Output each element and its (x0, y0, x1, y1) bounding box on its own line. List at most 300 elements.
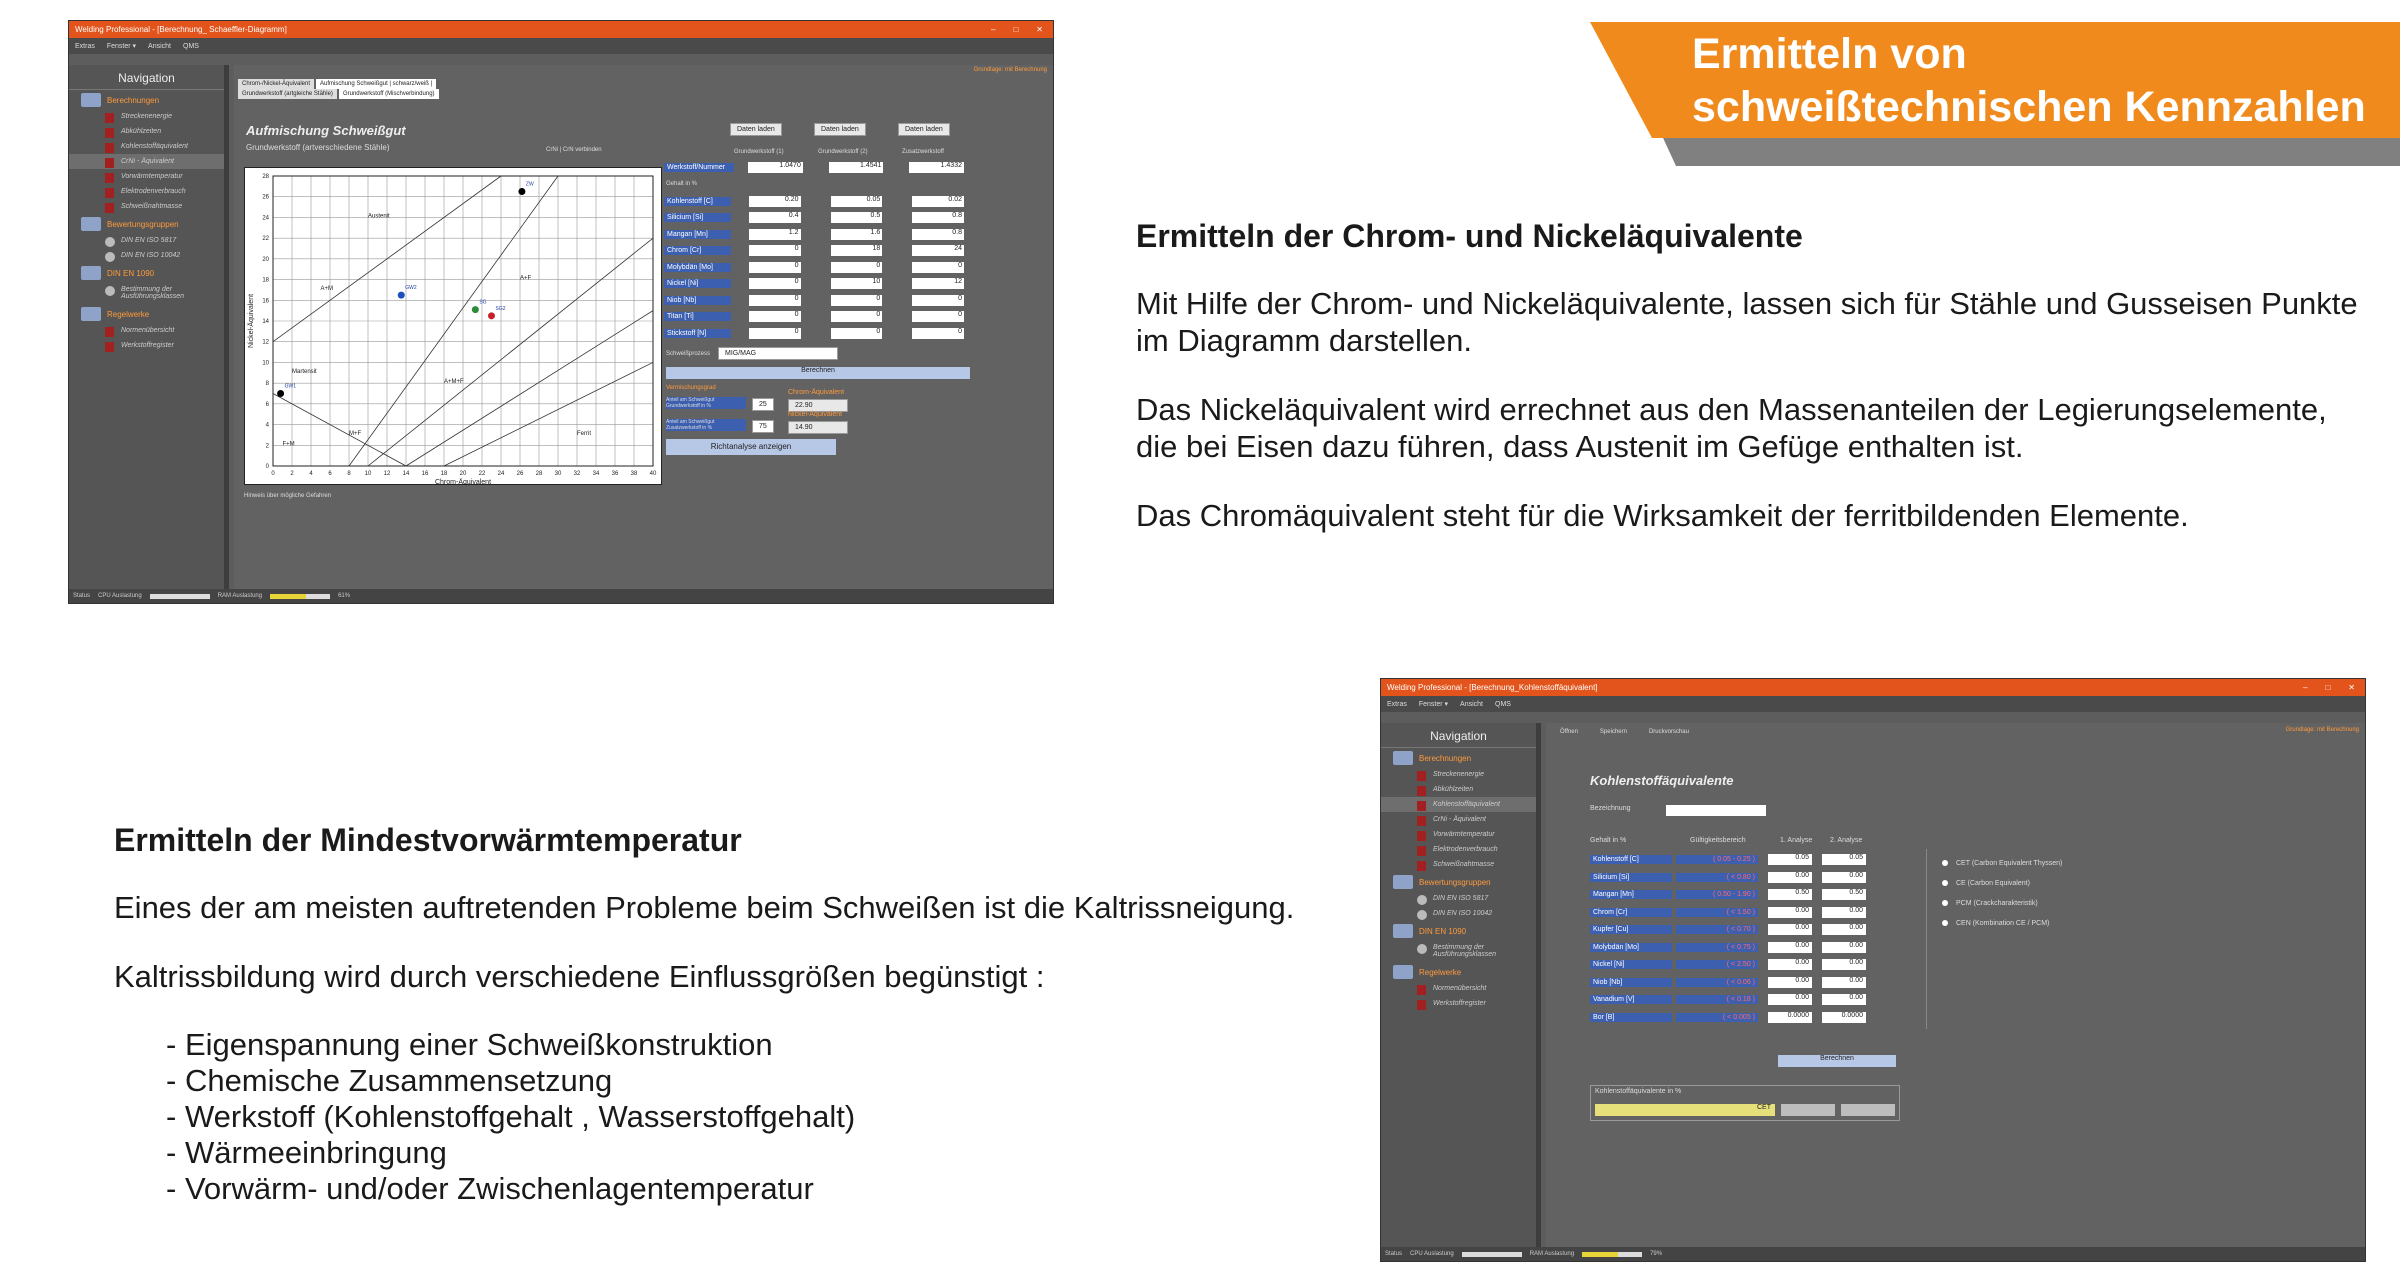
subtab-mischverbindung[interactable]: Grundwerkstoff (Mischverbindung) (339, 89, 439, 99)
region-label: Martensit (292, 368, 317, 375)
element-input[interactable]: 0 (749, 278, 801, 289)
save-button[interactable]: Speichern (1599, 729, 1627, 735)
col-range: Gültigkeitsbereich (1690, 837, 1746, 844)
data-point (398, 292, 405, 299)
print-preview-button[interactable]: Druckvorschau (1648, 729, 1689, 735)
y-tick-label: 18 (262, 277, 269, 284)
radio-option[interactable] (1942, 913, 2062, 933)
element-input[interactable]: 0 (831, 328, 883, 339)
navigation-panel (1381, 723, 1541, 1247)
menu-extras[interactable]: Extras (75, 42, 95, 50)
method-radio-group (1942, 853, 2062, 933)
element-input[interactable]: 0.4 (749, 212, 801, 223)
section1-paragraph: Das Chromäquivalent steht für die Wirksamkeit der ferritbildenden Elemente. (1136, 498, 2189, 533)
x-tick-label: 20 (459, 471, 467, 477)
analyse1-input[interactable]: 0.00 (1768, 872, 1812, 883)
result-label: Kohlenstoffäquivalente in % (1595, 1088, 1682, 1095)
bezeichnung-input[interactable] (1666, 805, 1766, 816)
table-row (1590, 956, 1890, 974)
nav-item[interactable]: Elektrodenverbrauch (69, 184, 224, 199)
table-row (1590, 886, 1890, 904)
radio-label: CEN (Kombination CE / PCM) (1956, 919, 2050, 927)
analyse1-input[interactable]: 0.00 (1768, 924, 1812, 935)
ram-meter (1582, 1252, 1642, 1257)
element-input[interactable]: 12 (912, 278, 964, 289)
element-label: Mangan [Mn] (664, 230, 731, 239)
nav-group-regelwerke[interactable]: Regelwerke (1381, 962, 1536, 981)
element-label: Chrom [Cr] (1590, 908, 1672, 917)
analyse2-input[interactable]: 0.00 (1822, 872, 1866, 883)
nav-item[interactable]: Werkstoffregister (1381, 996, 1536, 1011)
element-input[interactable]: 0.20 (749, 196, 801, 207)
list-item: - Vorwärm- und/oder Zwischenlagentemperatur (166, 1171, 1354, 1207)
nav-item[interactable]: DIN EN ISO 10042 (69, 248, 224, 263)
col-header: Grundwerkstoff (2) (818, 149, 868, 155)
load-button-2[interactable]: Daten laden (814, 123, 866, 136)
y-tick-label: 2 (265, 443, 269, 450)
nav-group-din1090[interactable]: DIN EN 1090 (1381, 921, 1536, 940)
element-input[interactable]: 0 (912, 262, 964, 273)
table-row (1590, 939, 1890, 957)
hint-checkbox[interactable]: Hinweis über mögliche Gefahren (244, 493, 332, 499)
section2-paragraph: Eines der am meisten auftretenden Probleme beim Schweißen ist die Kaltrissneigung. (114, 890, 1295, 925)
region-label: A+M+F (444, 379, 464, 386)
radio-label: CET (Carbon Equivalent Thyssen) (1956, 859, 2063, 867)
link-label[interactable]: Grundlage: mit Berechnung (2285, 727, 2359, 733)
menu-ansicht[interactable]: Ansicht (1460, 700, 1484, 708)
element-label: Vanadium [V] (1590, 995, 1672, 1004)
element-input[interactable]: 0.5 (831, 212, 883, 223)
section1-heading: Ermitteln der Chrom- und Nickeläquivalente (1136, 218, 1803, 254)
nav-item[interactable]: Abkühlzeiten (69, 124, 224, 139)
status-label: Status (73, 593, 91, 599)
x-axis-label: Chrom-Äquivalent (434, 479, 492, 486)
chrom-equiv-label: Chrom-Äquivalent (788, 389, 845, 396)
werkstoff-input[interactable]: 1.4541 (829, 162, 884, 173)
table-row (664, 309, 964, 326)
analyse2-input[interactable]: 0.00 (1822, 924, 1866, 935)
phase-boundary (444, 362, 653, 466)
main-content (234, 65, 1053, 589)
range-label: ( < 0.18 ) (1676, 995, 1758, 1004)
region-label: F+M (282, 441, 295, 448)
range-label: ( < 2.50 ) (1676, 960, 1758, 969)
ram-meter (270, 594, 330, 599)
nav-item[interactable]: CrNi - Äquivalent (1381, 812, 1536, 827)
list-item: - Wärmeeinbringung (166, 1135, 1354, 1171)
nav-item[interactable]: Kohlenstoffäquivalent (69, 139, 224, 154)
element-input[interactable]: 0.8 (912, 229, 964, 240)
radio-label: CE (Carbon Equivalent) (1956, 879, 2030, 887)
subtab-artgleich[interactable]: Grundwerkstoff (artgleiche Stähle) (238, 89, 337, 99)
analyse2-input[interactable]: 0.00 (1822, 959, 1866, 970)
element-input[interactable]: 0 (831, 295, 883, 306)
cpu-meter (1462, 1252, 1522, 1257)
section2-paragraph: Kaltrissbildung wird durch verschiedene Einflussgrößen begünstigt : (114, 959, 1045, 994)
calculate-button[interactable]: Berechnen (1778, 1055, 1896, 1067)
x-tick-label: 8 (347, 471, 351, 477)
element-label: Stickstoff [N] (664, 329, 731, 338)
element-label: Kohlenstoff [C] (664, 197, 731, 206)
nav-item[interactable]: Normenübersicht (1381, 981, 1536, 996)
richtanalyse-button[interactable]: Richtanalyse anzeigen (666, 439, 836, 455)
section-chrom-nickel (1136, 218, 2376, 566)
element-input[interactable]: 0 (831, 262, 883, 273)
ram-percent: 61% (338, 593, 351, 599)
close-icon[interactable]: ✕ (2348, 683, 2355, 692)
menu-qms[interactable]: QMS (183, 42, 199, 50)
list-item: - Werkstoff (Kohlenstoffgehalt , Wasserstoffgehalt) (166, 1099, 1354, 1135)
window-title: Welding Professional - [Berechnung_ Schaeffler-Diagramm] (75, 25, 287, 34)
col-header: Grundwerkstoff (1) (734, 149, 784, 155)
region-label: A+M (320, 285, 334, 292)
element-label: Nickel [Ni] (664, 279, 731, 288)
element-label: Silicium [Si] (1590, 873, 1672, 882)
analyse2-input[interactable]: 0.50 (1822, 889, 1866, 900)
table-row (664, 259, 964, 276)
x-tick-label: 18 (440, 471, 448, 477)
table-row (664, 292, 964, 309)
nav-item[interactable]: Elektrodenverbrauch (1381, 842, 1536, 857)
analyse1-input[interactable]: 0.50 (1768, 889, 1812, 900)
nav-group-berechnungen[interactable]: Berechnungen (69, 90, 224, 109)
element-input[interactable]: 0.8 (912, 212, 964, 223)
data-point (488, 312, 495, 319)
window-title: Welding Professional - [Berechnung_Kohlenstoffäquivalent] (1387, 683, 1598, 692)
col-gehalt: Gehalt in % (1590, 837, 1627, 844)
element-label: Silicium [Si] (664, 213, 731, 222)
table-row (1590, 851, 1890, 869)
schaeffler-diagram (244, 167, 662, 485)
element-label: Niob [Nb] (1590, 978, 1672, 987)
app-window-schaeffler (68, 20, 1054, 604)
point-label: GW1 (284, 383, 296, 390)
status-bar (1381, 1247, 2365, 1261)
divider (1926, 849, 1927, 1029)
section-heading: Kohlenstoffäquivalente (1590, 773, 1734, 788)
nav-item[interactable]: Streckenenergie (1381, 767, 1536, 782)
analyse1-input[interactable]: 0.00 (1768, 977, 1812, 988)
minimize-icon[interactable]: – (2303, 683, 2308, 692)
analyse1-input[interactable]: 0.00 (1768, 942, 1812, 953)
analyse2-input[interactable]: 0.00 (1822, 977, 1866, 988)
element-label: Kohlenstoff [C] (1590, 855, 1672, 864)
result-field (1781, 1104, 1835, 1116)
element-input[interactable]: 1.6 (831, 229, 883, 240)
werkstoff-input[interactable]: 1.4332 (909, 162, 964, 173)
element-label: Niob [Nb] (664, 296, 731, 305)
range-label: ( 0.05 - 0.25 ) (1676, 855, 1758, 864)
werkstoff-input[interactable]: 1.0470 (748, 162, 803, 173)
nickel-equiv-label: Nickel-Äquivalent (788, 411, 843, 418)
banner-title: Ermitteln von schweißtechnischen Kennzahlen (1692, 30, 2366, 131)
analyse1-input[interactable]: 0.00 (1768, 907, 1812, 918)
table-row (1590, 974, 1890, 992)
nav-item[interactable]: CrNi - Äquivalent (69, 154, 224, 169)
menu-fenster[interactable]: Fenster ▾ (106, 43, 137, 50)
region-label: Ferrit (577, 430, 591, 437)
menu-bar (1381, 696, 2365, 712)
data-point (472, 306, 479, 313)
menu-extras[interactable]: Extras (1387, 700, 1407, 708)
menu-fenster[interactable]: Fenster ▾ (1418, 701, 1449, 708)
toolbar (1546, 723, 2365, 741)
radio-icon[interactable] (1942, 920, 1948, 926)
gehalt-label: Gehalt in % (666, 181, 698, 187)
table-row (664, 193, 964, 210)
nav-item[interactable]: Abkühlzeiten (1381, 782, 1536, 797)
section-heading: Aufmischung Schweißgut (246, 123, 406, 138)
nav-item[interactable]: DIN EN ISO 5817 (69, 233, 224, 248)
anteil-zw-input[interactable]: 75 (752, 420, 774, 433)
point-label: GW2 (405, 285, 417, 292)
nav-item[interactable]: Bestimmung der Ausführungsklassen (1381, 940, 1536, 962)
anteil-gw-input[interactable]: 25 (752, 398, 774, 411)
y-tick-label: 8 (265, 381, 269, 388)
y-tick-label: 28 (262, 174, 269, 180)
point-label: SG (479, 299, 487, 306)
phase-boundary (273, 394, 406, 467)
nav-item[interactable]: Schweißnahtmasse (69, 199, 224, 214)
element-label: Titan [Ti] (664, 312, 731, 321)
element-input[interactable]: 0 (749, 262, 801, 273)
nav-group-bewertung[interactable]: Bewertungsgruppen (1381, 872, 1536, 891)
header-banner (1590, 22, 2400, 152)
calculate-button[interactable]: Berechnen (666, 367, 970, 379)
result-cet: CET (1595, 1104, 1775, 1116)
table-row (1590, 869, 1890, 887)
x-tick-label: 4 (309, 471, 313, 477)
nav-group-din1090[interactable]: DIN EN 1090 (69, 263, 224, 282)
element-input[interactable]: 0 (749, 245, 801, 256)
point-label: ZW (525, 181, 534, 188)
radio-icon[interactable] (1942, 860, 1948, 866)
element-label: Molybdän [Mo] (1590, 943, 1672, 952)
result-box (1590, 1085, 1900, 1121)
range-label: ( < 0.06 ) (1676, 978, 1758, 987)
element-input[interactable]: 18 (831, 245, 883, 256)
close-icon[interactable]: ✕ (1036, 25, 1043, 34)
element-label: Nickel [Ni] (1590, 960, 1672, 969)
col-analyse-1: 1. Analyse (1780, 837, 1813, 844)
analyse2-input[interactable]: 0.00 (1822, 907, 1866, 918)
ram-percent: 79% (1650, 1251, 1663, 1257)
element-input[interactable]: 0.05 (831, 196, 883, 207)
element-label: Chrom [Cr] (664, 246, 731, 255)
link-label[interactable]: Grundlage: mit Berechnung (973, 67, 1047, 73)
analyse1-input[interactable]: 0.00 (1768, 959, 1812, 970)
nav-group-bewertung[interactable]: Bewertungsgruppen (69, 214, 224, 233)
nav-header: Navigation (69, 65, 224, 90)
process-label: Schweißprozess (666, 351, 711, 357)
anteil-zw-label: Anteil am Schweißgut Zusatzwerkstoff in % (666, 419, 746, 431)
cpu-meter (150, 594, 210, 599)
table-row (664, 210, 964, 227)
load-button-3[interactable]: Daten laden (898, 123, 950, 136)
nickel-equiv-value: 14.90 (788, 421, 848, 434)
x-tick-label: 36 (611, 471, 619, 477)
x-tick-label: 30 (554, 471, 562, 477)
carbon-table (1590, 851, 1890, 1026)
x-tick-label: 38 (630, 471, 638, 477)
x-tick-label: 24 (497, 471, 505, 477)
element-input[interactable]: 1.2 (749, 229, 801, 240)
nav-item[interactable]: DIN EN ISO 10042 (1381, 906, 1536, 921)
nav-item[interactable]: Bestimmung der Ausführungsklassen (69, 282, 224, 304)
nav-group-regelwerke[interactable]: Regelwerke (69, 304, 224, 323)
nav-group-berechnungen[interactable]: Berechnungen (1381, 748, 1536, 767)
element-input[interactable]: 24 (912, 245, 964, 256)
nav-item[interactable]: Werkstoffregister (69, 338, 224, 353)
range-label: ( 0.50 - 1.90 ) (1676, 890, 1758, 899)
x-tick-label: 2 (290, 471, 294, 477)
element-input[interactable]: 0 (831, 311, 883, 322)
range-label: ( < 0.75 ) (1676, 943, 1758, 952)
maximize-icon[interactable]: □ (2325, 683, 2331, 692)
analyse1-input[interactable]: 0.05 (1768, 854, 1812, 865)
radio-label: PCM (Crackcharakteristik) (1956, 899, 2038, 907)
ram-label: RAM Auslastung (1529, 1251, 1575, 1257)
phase-boundary (406, 311, 653, 466)
range-label: ( < 0.80 ) (1676, 873, 1758, 882)
data-point (518, 188, 525, 195)
element-input[interactable]: 0 (749, 328, 801, 339)
open-button[interactable]: Öffnen (1560, 729, 1578, 735)
minimize-icon[interactable]: – (991, 25, 996, 34)
section1-paragraph: Das Nickeläquivalent wird errechnet aus den Massenanteilen der Legierungselemente, die bei Eisen dazu führen, dass Austenit im Gefüge enthalten ist. (1136, 392, 2327, 464)
ram-label: RAM Auslastung (217, 593, 263, 599)
x-tick-label: 34 (592, 471, 600, 477)
nav-item[interactable]: Streckenenergie (69, 109, 224, 124)
radio-icon[interactable] (1942, 880, 1948, 886)
element-input[interactable]: 10 (831, 278, 883, 289)
y-tick-label: 6 (265, 401, 269, 408)
radio-icon[interactable] (1942, 900, 1948, 906)
crni-checkbox-label[interactable]: CrNi | CrN verbinden (546, 147, 602, 153)
element-input[interactable]: 0 (912, 311, 964, 322)
col-header: Zusatzwerkstoff (902, 149, 944, 155)
element-input[interactable]: 0 (912, 295, 964, 306)
section2-heading: Ermitteln der Mindestvorwärmtemperatur (114, 822, 742, 858)
y-tick-label: 0 (265, 464, 269, 470)
list-item: - Eigenspannung einer Schweißkonstruktion (166, 1027, 1354, 1063)
table-row (664, 243, 964, 260)
col-analyse-2: 2. Analyse (1830, 837, 1863, 844)
radio-option[interactable] (1942, 893, 2062, 913)
element-label: Kupfer [Cu] (1590, 925, 1672, 934)
analyse1-input[interactable]: 0.0000 (1768, 1012, 1812, 1023)
menu-ansicht[interactable]: Ansicht (148, 42, 172, 50)
y-tick-label: 24 (262, 215, 269, 222)
analyse2-input[interactable]: 0.00 (1822, 942, 1866, 953)
x-tick-label: 12 (383, 471, 391, 477)
table-row (1590, 921, 1890, 939)
cpu-label: CPU Auslastung (1410, 1251, 1454, 1257)
tab-aufmischung[interactable]: Aufmischung Schweißgut | schwarz/weiß | (316, 79, 436, 89)
element-label: Molybdän [Mo] (664, 263, 731, 272)
table-row (1590, 904, 1890, 922)
y-tick-label: 4 (265, 422, 269, 429)
x-tick-label: 32 (573, 471, 581, 477)
element-input[interactable]: 0.02 (912, 196, 964, 207)
region-label: Austenit (368, 213, 390, 220)
y-tick-label: 12 (262, 339, 269, 346)
x-tick-label: 28 (535, 471, 543, 477)
radio-option[interactable] (1942, 853, 2062, 873)
y-tick-label: 20 (262, 256, 269, 263)
table-row (664, 226, 964, 243)
analyse2-input[interactable]: 0.00 (1822, 994, 1866, 1005)
menu-qms[interactable]: QMS (1495, 700, 1511, 708)
element-label: Bor [B] (1590, 1013, 1672, 1022)
x-tick-label: 6 (328, 471, 332, 477)
y-tick-label: 16 (262, 298, 269, 305)
nav-header: Navigation (1381, 723, 1536, 748)
vermischung-label: Vermischungsgrad (666, 385, 716, 391)
phase-boundary (368, 238, 653, 466)
analyse2-input[interactable]: 0.05 (1822, 854, 1866, 865)
range-label: ( < 0.70 ) (1676, 925, 1758, 934)
x-tick-label: 16 (421, 471, 429, 477)
radio-option[interactable] (1942, 873, 2062, 893)
maximize-icon[interactable]: □ (1013, 25, 1019, 34)
chart-svg (245, 168, 663, 486)
x-tick-label: 26 (516, 471, 524, 477)
process-select[interactable]: MIG/MAG (718, 347, 838, 360)
result-field (1841, 1104, 1895, 1116)
table-row (1590, 1009, 1890, 1027)
window-titlebar (69, 21, 1053, 38)
load-button-1[interactable]: Daten laden (730, 123, 782, 136)
status-bar (69, 589, 1053, 603)
table-row (664, 276, 964, 293)
werkstoff-row (664, 159, 964, 176)
nav-item[interactable]: Normenübersicht (69, 323, 224, 338)
range-label: ( < 0.005 ) (1676, 1013, 1758, 1022)
y-tick-label: 14 (262, 319, 269, 325)
anteil-gw-label: Anteil am Schweißgut Grundwerkstoff in % (666, 397, 746, 409)
nav-item[interactable]: Schweißnahtmasse (1381, 857, 1536, 872)
x-tick-label: 10 (364, 471, 372, 477)
section-subheading: Grundwerkstoff (artverschiedene Stähle) (246, 143, 390, 152)
element-input[interactable]: 0 (749, 311, 801, 322)
analyse2-input[interactable]: 0.0000 (1822, 1012, 1866, 1023)
analyse1-input[interactable]: 0.00 (1768, 994, 1812, 1005)
element-input[interactable]: 0 (912, 328, 964, 339)
element-label: Mangan [Mn] (1590, 890, 1672, 899)
cpu-label: CPU Auslastung (98, 593, 142, 599)
x-tick-label: 40 (649, 471, 657, 477)
table-row (664, 325, 964, 342)
bezeichnung-label: Bezeichnung (1590, 805, 1631, 812)
nav-item[interactable]: Kohlenstoffäquivalent (1381, 797, 1536, 812)
section-vorwaermtemperatur (114, 822, 1354, 1207)
region-label: M+F (349, 430, 362, 437)
tab-bar (234, 65, 1053, 89)
section1-paragraph: Mit Hilfe der Chrom- und Nickeläquivalente, lassen sich für Stähle und Gusseisen Punkte im Diagramm darstellen. (1136, 286, 2358, 358)
werkstoff-label: Werkstoff/Nummer (664, 163, 734, 172)
region-label: A+F (520, 275, 532, 282)
element-input[interactable]: 0 (749, 295, 801, 306)
nav-item[interactable]: DIN EN ISO 5817 (1381, 891, 1536, 906)
table-row (1590, 991, 1890, 1009)
range-label: ( < 1.50 ) (1676, 908, 1758, 917)
nav-item[interactable]: Vorwärmtemperatur (1381, 827, 1536, 842)
tab-chrom-nickel[interactable]: Chrom-/Nickel-Äquivalent (238, 79, 314, 89)
main-content (1546, 723, 2365, 1247)
nav-item[interactable]: Vorwärmtemperatur (69, 169, 224, 184)
composition-table (664, 193, 964, 342)
